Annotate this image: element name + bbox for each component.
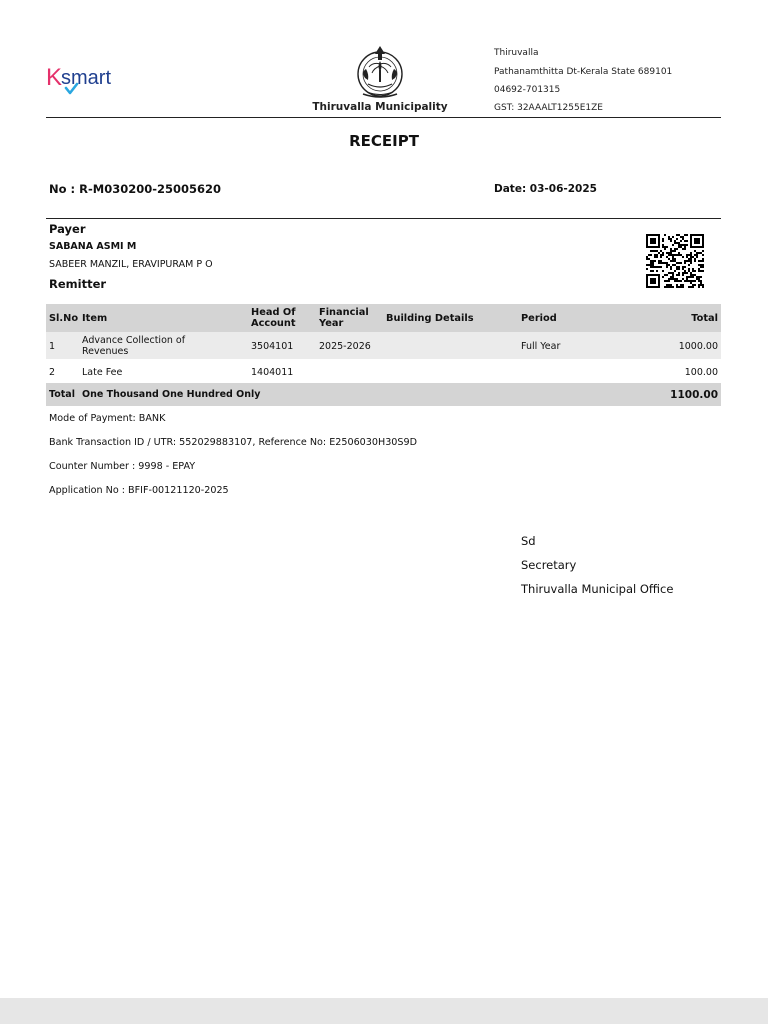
receipt-number: No : R-M030200-25005620: [49, 182, 222, 196]
total-in-words: One Thousand One Hundred Only: [82, 389, 261, 400]
row-item-line1: Advance Collection of: [82, 335, 186, 346]
row-period: Full Year: [521, 341, 561, 352]
header-item: Item: [82, 313, 108, 324]
bank-transaction: Bank Transaction ID / UTR: 552029883107, Reference No: E2506030H30S9D: [49, 437, 417, 448]
table-header-row: [46, 304, 721, 332]
table-row: [46, 332, 721, 359]
address-line-district: Pathanamthitta Dt-Kerala State 689101: [494, 67, 673, 77]
page-bottom-band: [0, 998, 768, 1024]
row-sl-no: 2: [49, 367, 56, 378]
signature-office: Thiruvalla Municipal Office: [521, 582, 674, 596]
header-financial-year-line2: Year: [319, 318, 344, 329]
header-financial-year-line1: Financial: [319, 307, 369, 318]
signature-sd: Sd: [521, 534, 536, 548]
header-building-details: Building Details: [386, 313, 474, 324]
row-item-line2: Revenues: [82, 346, 129, 357]
payment-mode: Mode of Payment: BANK: [49, 413, 166, 424]
row-financial-year: 2025-2026: [319, 341, 371, 352]
total-label: Total: [49, 389, 75, 400]
table-total-row: [46, 383, 721, 406]
header-head-of-account-line1: Head Of: [251, 307, 296, 318]
receipt-date: Date: 03-06-2025: [494, 183, 597, 195]
header-divider: [46, 117, 721, 118]
address-line-city: Thiruvalla: [494, 48, 539, 58]
ksmart-logo: [46, 60, 130, 100]
logo-k: K: [46, 64, 63, 91]
remitter-heading: Remitter: [49, 277, 107, 291]
payer-heading: Payer: [49, 222, 86, 236]
total-amount: 1100.00: [670, 389, 718, 401]
payer-address: SABEER MANZIL, ERAVIPURAM P O: [49, 259, 213, 270]
qr-code-icon: [646, 234, 704, 288]
payer-name: SABANA ASMI M: [49, 241, 137, 252]
header-head-of-account-line2: Account: [251, 318, 296, 329]
receipt-title: RECEIPT: [349, 132, 419, 150]
header-period: Period: [521, 313, 557, 324]
table-row: [46, 359, 721, 383]
address-line-phone: 04692-701315: [494, 85, 561, 95]
row-total: 1000.00: [678, 341, 718, 352]
row-item: Late Fee: [82, 367, 123, 378]
header-total: Total: [691, 313, 718, 324]
municipality-name: Thiruvalla Municipality: [312, 101, 448, 113]
row-total: 100.00: [684, 367, 718, 378]
row-head-of-account: 1404011: [251, 367, 294, 378]
signature-designation: Secretary: [521, 558, 577, 572]
counter-number: Counter Number : 9998 - EPAY: [49, 461, 196, 472]
header-sl-no: Sl.No: [49, 313, 79, 324]
kerala-government-emblem-icon: [349, 42, 411, 102]
row-sl-no: 1: [49, 341, 56, 352]
logo-smart-text: smart: [61, 67, 111, 89]
payer-divider: [46, 218, 721, 219]
row-head-of-account: 3504101: [251, 341, 294, 352]
application-number: Application No : BFIF-00121120-2025: [49, 485, 229, 496]
address-line-gst: GST: 32AAALT1255E1ZE: [494, 103, 603, 113]
